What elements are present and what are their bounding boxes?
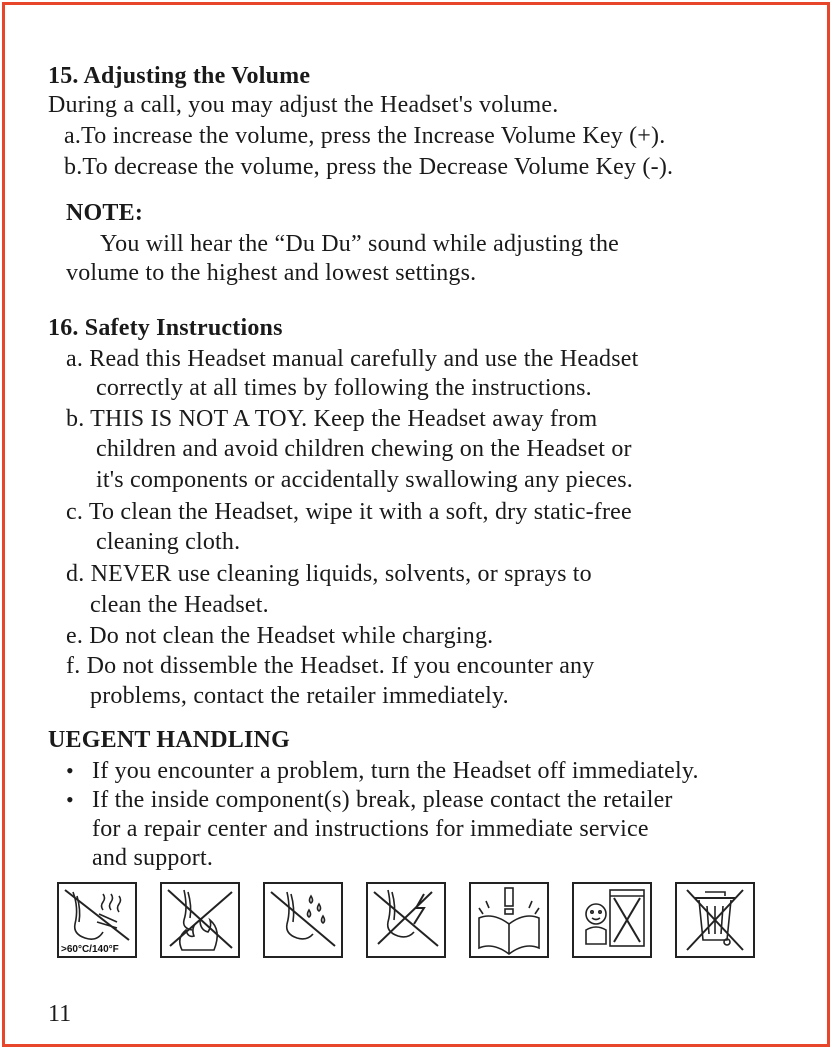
safety-line: children and avoid children chewing on the Headset or xyxy=(96,436,632,462)
bullet-icon: • xyxy=(66,787,74,812)
section-15-intro: During a call, you may adjust the Headset's volume. xyxy=(48,92,559,118)
safety-line: c. To clean the Headset, wipe it with a soft, dry static-free xyxy=(66,499,632,525)
bullet-icon: • xyxy=(66,758,74,783)
safety-line: a. Read this Headset manual carefully and use the Headset xyxy=(66,346,639,372)
urgent-line: for a repair center and instructions for immediate service xyxy=(92,816,649,842)
safety-line: correctly at all times by following the instructions. xyxy=(96,375,592,401)
safety-line: cleaning cloth. xyxy=(96,529,241,555)
urgent-line: and support. xyxy=(92,845,214,871)
section-15-item-b: b.To decrease the volume, press the Decrease Volume Key (-). xyxy=(64,154,674,180)
note-title: NOTE: xyxy=(66,200,144,226)
section-15-title: 15. Adjusting the Volume xyxy=(48,63,311,89)
recycle-bin-icon xyxy=(675,882,755,958)
read-manual-icon xyxy=(469,882,549,958)
safety-line: it's components or accidentally swallowing any pieces. xyxy=(96,467,633,493)
safety-line: clean the Headset. xyxy=(90,592,269,618)
safety-line: problems, contact the retailer immediately. xyxy=(90,683,509,709)
heat-warning-icon xyxy=(57,882,137,958)
warning-icons-row xyxy=(57,882,757,960)
no-water-icon xyxy=(263,882,343,958)
safety-line: b. THIS IS NOT A TOY. Keep the Headset away from xyxy=(66,406,598,432)
safety-line: e. Do not clean the Headset while charging. xyxy=(66,623,494,649)
page-number: 11 xyxy=(48,1001,72,1027)
section-15-item-a: a.To increase the volume, press the Increase Volume Key (+). xyxy=(64,123,666,149)
safety-line: f. Do not dissemble the Headset. If you encounter any xyxy=(66,653,595,679)
note-line-2: volume to the highest and lowest settings. xyxy=(66,260,477,286)
urgent-line: If you encounter a problem, turn the Headset off immediately. xyxy=(92,758,699,784)
urgent-line: If the inside component(s) break, please contact the retailer xyxy=(92,787,673,813)
no-fire-icon xyxy=(160,882,240,958)
note-line-1: You will hear the “Du Du” sound while adjusting the xyxy=(100,231,620,257)
section-16-title: 16. Safety Instructions xyxy=(48,315,283,341)
child-warning-icon xyxy=(572,882,652,958)
safety-line: d. NEVER use cleaning liquids, solvents, or sprays to xyxy=(66,561,592,587)
temperature-limit-label: >60°C/140°F xyxy=(61,944,119,955)
urgent-title: UEGENT HANDLING xyxy=(48,727,290,753)
no-lightning-icon xyxy=(366,882,446,958)
